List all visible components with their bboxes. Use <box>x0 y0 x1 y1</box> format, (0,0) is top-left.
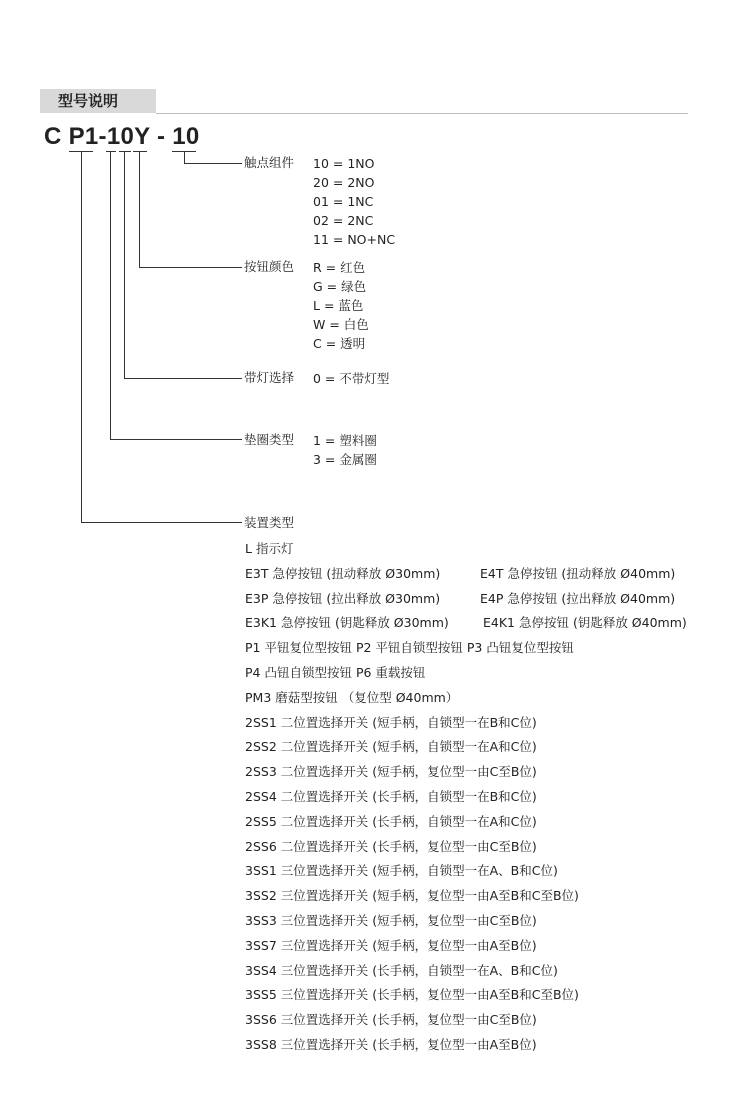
device-type-list <box>245 537 687 1058</box>
leader-contact-horizontal <box>184 163 242 164</box>
device-type-item: E3T 急停按钮 (扭动释放 Ø30mm) <box>245 565 441 581</box>
device-type-item: PM3 磨菇型按钮 （复位型 Ø40mm） <box>245 689 459 705</box>
leader-device-vertical <box>81 151 82 523</box>
washer-label: 垫圈类型 <box>244 432 295 447</box>
lamp-label: 带灯选择 <box>244 370 295 385</box>
device-type-item: 3SS2 三位置选择开关 (短手柄，复位型一由A至B和C至B位) <box>245 888 579 904</box>
model-code: C P1-10Y - 10 <box>44 123 200 150</box>
color-value: L = 蓝色 <box>313 298 364 313</box>
color-value: R = 红色 <box>313 260 366 275</box>
device-type-item: 2SS6 二位置选择开关 (长手柄，复位型一由C至B位) <box>245 838 537 854</box>
contact-value: 20 = 2NO <box>313 175 375 190</box>
device-type-item: 2SS1 二位置选择开关 (短手柄，自锁型一在B和C位) <box>245 714 537 730</box>
washer-value: 1 = 塑料圈 <box>313 433 377 448</box>
contact-label: 触点组件 <box>244 155 295 170</box>
leader-color-horizontal <box>139 267 242 268</box>
leader-washer-horizontal <box>110 439 242 440</box>
device-type-item: E4P 急停按钮 (拉出释放 Ø40mm) <box>480 590 676 606</box>
device-type-label: 装置类型 <box>244 515 295 530</box>
color-value: G = 绿色 <box>313 279 367 294</box>
leader-color-vertical <box>139 151 140 268</box>
washer-value: 3 = 金属圈 <box>313 452 377 467</box>
leader-washer-vertical <box>110 151 111 440</box>
leader-device-horizontal <box>81 522 242 523</box>
device-type-item: 3SS1 三位置选择开关 (短手柄，自锁型一在A、B和C位) <box>245 863 558 879</box>
tick-mark-0 <box>119 151 131 152</box>
color-value: W = 白色 <box>313 317 369 332</box>
device-type-item: 2SS4 二位置选择开关 (长手柄，自锁型一在B和C位) <box>245 788 537 804</box>
color-label: 按钮颜色 <box>244 259 295 274</box>
color-values <box>313 258 369 353</box>
device-type-item: 3SS3 三位置选择开关 (短手柄，复位型一由C至B位) <box>245 912 537 928</box>
device-type-item: E3K1 急停按钮 (钥匙释放 Ø30mm) <box>245 615 449 631</box>
contact-value: 11 = NO+NC <box>313 232 396 247</box>
contact-value: 01 = 1NC <box>313 194 374 209</box>
device-type-item: 3SS7 三位置选择开关 (短手柄，复位型一由A至B位) <box>245 937 537 953</box>
contact-value: 02 = 2NC <box>313 213 374 228</box>
device-type-item: 3SS4 三位置选择开关 (长手柄，自锁型一在A、B和C位) <box>245 962 558 978</box>
device-type-item: 3SS5 三位置选择开关 (长手柄，复位型一由A至B和C至B位) <box>245 987 579 1003</box>
device-type-item: L 指示灯 <box>245 541 294 556</box>
device-type-item: 2SS2 二位置选择开关 (短手柄，自锁型一在A和C位) <box>245 739 537 755</box>
device-type-item: E3P 急停按钮 (拉出释放 Ø30mm) <box>245 590 441 606</box>
device-type-item: 2SS5 二位置选择开关 (长手柄，自锁型一在A和C位) <box>245 813 537 829</box>
contact-values <box>313 154 395 249</box>
device-type-item: E4T 急停按钮 (扭动释放 Ø40mm) <box>480 565 676 581</box>
device-type-item: P4 凸钮自锁型按钮 P6 重载按钮 <box>245 664 426 680</box>
lamp-value: 0 = 不带灯型 <box>313 371 390 386</box>
device-type-item: 3SS8 三位置选择开关 (长手柄，复位型一由A至B位) <box>245 1036 537 1052</box>
device-type-item: P1 平钮复位型按钮 P2 平钮自锁型按钮 P3 凸钮复位型按钮 <box>245 640 574 656</box>
lamp-values <box>313 369 389 388</box>
section-divider <box>156 113 688 114</box>
section-title: 型号说明 <box>58 92 119 110</box>
tick-mark-1 <box>106 151 116 152</box>
device-type-item: 3SS6 三位置选择开关 (长手柄，复位型一由C至B位) <box>245 1012 537 1028</box>
device-type-item: 2SS3 二位置选择开关 (短手柄，复位型一由C至B位) <box>245 764 537 780</box>
color-value: C = 透明 <box>313 336 366 351</box>
washer-values <box>313 431 377 469</box>
leader-lamp-vertical <box>124 151 125 379</box>
tick-mark-Y <box>133 151 147 152</box>
device-type-item: E4K1 急停按钮 (钥匙释放 Ø40mm) <box>483 615 687 631</box>
contact-value: 10 = 1NO <box>313 156 375 171</box>
leader-lamp-horizontal <box>124 378 242 379</box>
